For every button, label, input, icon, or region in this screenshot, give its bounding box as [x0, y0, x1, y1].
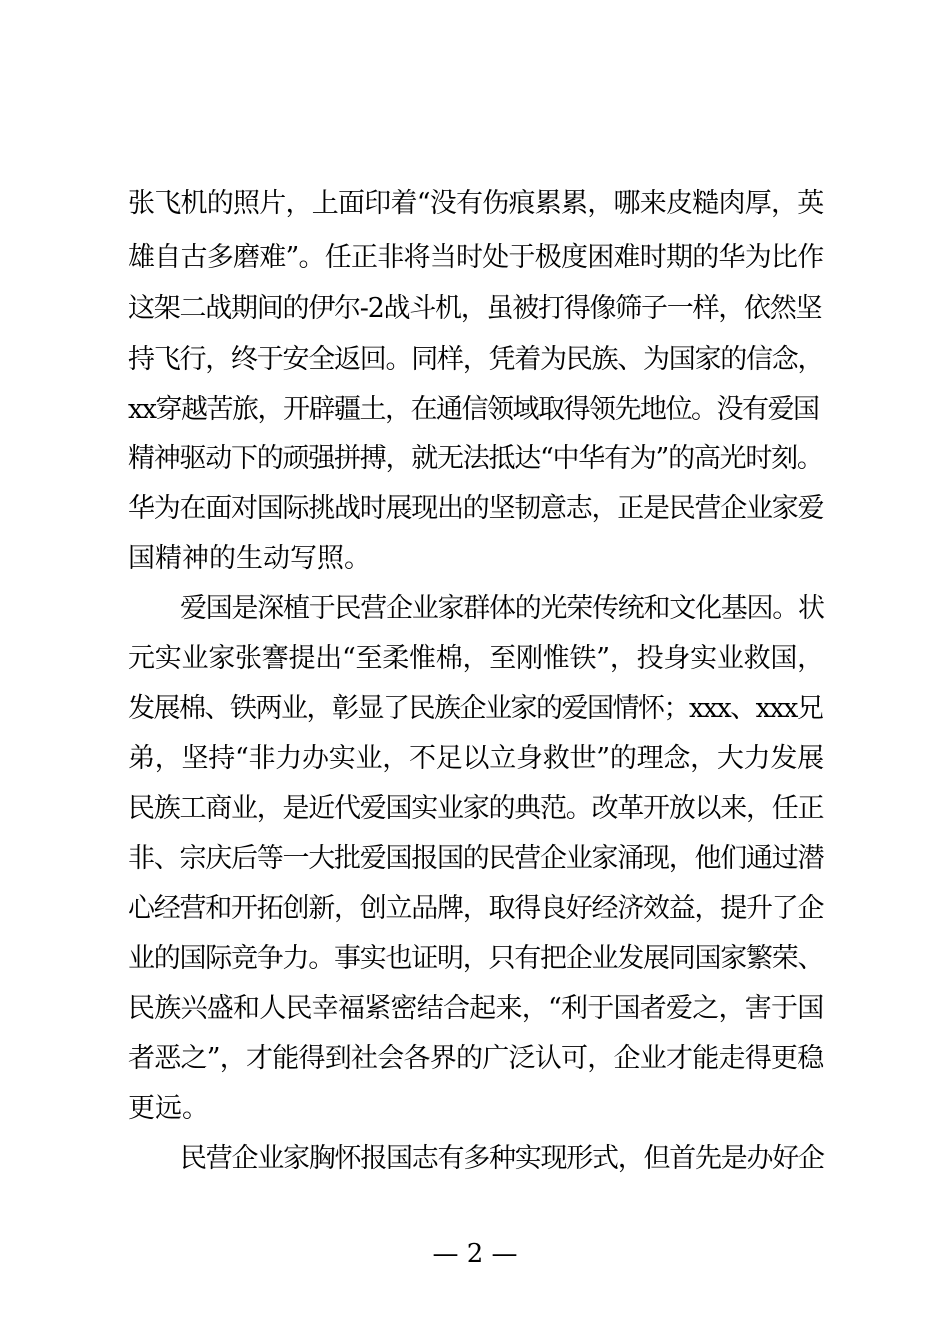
- text-line: 张飞机的照片，上面印着“没有伤痕累累，哪来皮糙肉厚，英: [128, 188, 824, 219]
- text-line: 非、宗庆后等一大批爱国报国的民营企业家涌现，他们通过潜: [128, 843, 824, 874]
- text-line: 心经营和开拓创新，创立品牌，取得良好经济效益，提升了企: [128, 893, 824, 924]
- text-line: 国精神的生动写照。: [128, 543, 371, 574]
- paragraph-first-line: 民营企业家胸怀报国志有多种实现形式，但首先是办好企: [180, 1143, 824, 1174]
- text-line: 弟，坚持“非力办实业，不足以立身救世”的理念，大力发展: [128, 743, 824, 774]
- text-line: 者恶之”，才能得到社会各界的广泛认可，企业才能走得更稳: [128, 1043, 824, 1074]
- text-line: 持飞行，终于安全返回。同样，凭着为民族、为国家的信念，: [128, 344, 824, 375]
- paragraph-first-line: 爱国是深植于民营企业家群体的光荣传统和文化基因。状: [180, 593, 824, 624]
- text-line: 民族工商业，是近代爱国实业家的典范。改革开放以来，任正: [128, 793, 824, 824]
- text-line: 发展棉、铁两业，彰显了民族企业家的爱国情怀；xxx、xxx兄: [128, 693, 823, 724]
- text-line: 这架二战期间的伊尔-2战斗机，虽被打得像筛子一样，依然坚: [128, 293, 822, 324]
- text-line: 民族兴盛和人民幸福紧密结合起来，“利于国者爱之，害于国: [128, 993, 824, 1024]
- text-line: 华为在面对国际挑战时展现出的坚韧意志，正是民营企业家爱: [128, 493, 824, 524]
- text-line: xx穿越苦旅，开辟疆土，在通信领域取得领先地位。没有爱国: [128, 394, 819, 425]
- page-number: — 2 —: [432, 1239, 518, 1269]
- text-line: 元实业家张謇提出“至柔惟棉，至刚惟铁”，投身实业救国，: [128, 643, 824, 674]
- text-line: 业的国际竞争力。事实也证明，只有把企业发展同国家繁荣、: [128, 943, 824, 974]
- text-line: 精神驱动下的顽强拼搏，就无法抵达“中华有为”的高光时刻。: [128, 443, 823, 474]
- text-line: 更远。: [128, 1093, 209, 1124]
- text-line: 雄自古多磨难”。任正非将当时处于极度困难时期的华为比作: [128, 242, 824, 273]
